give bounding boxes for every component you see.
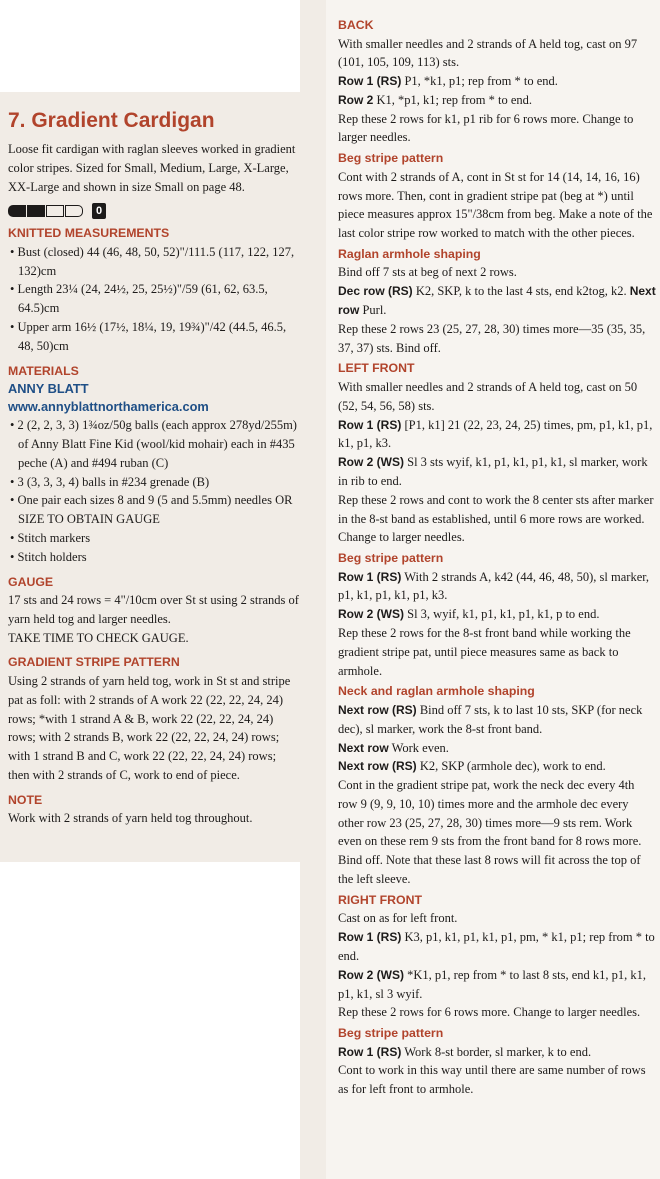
materials-list: [8, 416, 300, 566]
right-front-stripe-row-1: Row 1 (RS) Work 8-st border, sl marker, k to end.: [338, 1044, 592, 1059]
back-rib-repeat: Rep these 2 rows for k1, p1 rib for 6 rows more. Change to larger needles.: [338, 111, 634, 145]
right-front-row-1: Row 1 (RS) K3, p1, k1, p1, k1, p1, pm, * k1, p1; rep from * to end.: [338, 930, 655, 963]
right-front-stripe-continue: Cont to work in this way until there are same number of rows as for left front to armhole.: [338, 1063, 646, 1097]
back-cast-on: With smaller needles and 2 strands of A held tog, cast on 97 (101, 105, 109, 113) sts.: [338, 36, 638, 70]
knitted-measurements-heading: KNITTED MEASUREMENTS: [8, 226, 170, 241]
skill-level-badge: 0: [92, 203, 106, 219]
list-item: • One pair each sizes 8 and 9 (5 and 5.5mm) needles OR SIZE TO OBTAIN GAUGE: [10, 493, 293, 527]
left-front-stripe-heading: Beg stripe pattern: [338, 551, 444, 566]
back-stripe-heading: Beg stripe pattern: [338, 151, 444, 166]
blank-panel-bottom: [0, 862, 300, 1179]
list-item: • Stitch markers: [10, 530, 91, 545]
neck-continue: Cont in the gradient stripe pat, work the neck dec every 4th row 9 (9, 9, 10, 10) times more and the armhole dec every other row 23 (25, 27, 28, 30) times more—9 sts rem. Work even on these rem 9 sts from the front band for 8 rows more. Bind off. Note that these last 8 rows will fit across the top of the left sleeve.: [338, 778, 642, 887]
list-item: • Length 23¼ (24, 24½, 25, 25½)"/59 (61, 62, 63.5, 64.5)cm: [10, 282, 268, 316]
pattern-title: 7. Gradient Cardigan: [8, 109, 215, 132]
gauge-note: TAKE TIME TO CHECK GAUGE.: [8, 630, 189, 645]
list-item: • Upper arm 16½ (17½, 18¼, 19, 19¾)"/42 (44.5, 46.5, 48, 50)cm: [10, 320, 287, 353]
left-front-row-2: Row 2 (WS) Sl 3 sts wyif, k1, p1, k1, p1, k1, sl marker, work in rib to end.: [338, 455, 648, 488]
list-item: • Stitch holders: [10, 549, 87, 564]
neck-next-row-3: Next row (RS) K2, SKP (armhole dec), work to end.: [338, 759, 606, 774]
skill-segment-filled: [8, 205, 26, 217]
skill-segment-empty: [46, 205, 64, 217]
right-column: [338, 14, 656, 1099]
blank-panel-top: [0, 0, 300, 92]
back-row-2: Row 2 K1, *p1, k1; rep from * to end.: [338, 92, 532, 107]
left-front-stripe-repeat: Rep these 2 rows for the 8-st front band while working the gradient stripe pat, until piece measures same as back to armhole.: [338, 626, 631, 678]
raglan-repeat: Rep these 2 rows 23 (25, 27, 28, 30) times more—35 (35, 35, 37, 37) sts. Bind off.: [338, 321, 646, 355]
gauge-text: 17 sts and 24 rows = 4"/10cm over St st using 2 strands of yarn held tog and larger needles.: [8, 593, 299, 626]
neck-next-row-1: Next row (RS) Bind off 7 sts, k to last 10 sts, SKP (for neck dec), sl marker, work the 8-st front band.: [338, 702, 643, 736]
neck-next-row-2: Next row Work even.: [338, 740, 449, 755]
skill-level-indicator: [8, 200, 300, 222]
gradient-stripe-heading: GRADIENT STRIPE PATTERN: [8, 655, 180, 670]
left-front-stripe-row-2: Row 2 (WS) Sl 3, wyif, k1, p1, k1, p1, k1, p to end.: [338, 607, 600, 622]
left-front-stripe-row-1: Row 1 (RS) With 2 strands A, k42 (44, 46, 48, 50), sl marker, p1, k1, p1, k1, p1, k3.: [338, 569, 650, 603]
right-front-heading: RIGHT FRONT: [338, 892, 423, 907]
left-column: [8, 108, 300, 828]
pattern-intro: Loose fit cardigan with raglan sleeves worked in gradient color stripes. Sized for Small, Medium, Large, X-Large, XX-Large and shown in size Small on page 48.: [8, 142, 296, 194]
skill-segment-empty: [65, 205, 83, 217]
raglan-bind-off: Bind off 7 sts at beg of next 2 rows.: [338, 265, 517, 280]
raglan-dec-row: Dec row (RS) K2, SKP, k to the last 4 sts, end k2tog, k2. Next row Purl.: [338, 284, 656, 318]
note-heading: NOTE: [8, 792, 43, 807]
gauge-heading: GAUGE: [8, 574, 54, 589]
note-text: Work with 2 strands of yarn held tog throughout.: [8, 811, 253, 826]
brand-name: ANNY BLATT: [8, 381, 89, 397]
back-stripe-text: Cont with 2 strands of A, cont in St st for 14 (14, 14, 16, 16) rows more. Then, cont in gradient stripe pat (beg at *) until piece measures approx 15"/38cm from beg. Make a note of the last color stripe row worked to match with the other pieces.: [338, 169, 653, 241]
left-front-cast-on: With smaller needles and 2 strands of A held tog, cast on 50 (52, 54, 56, 58) sts.: [338, 379, 638, 413]
list-item: • Bust (closed) 44 (46, 48, 50, 52)"/111.5 (117, 122, 127, 132)cm: [10, 244, 295, 278]
brand-url: www.annyblattnorthamerica.com: [8, 399, 209, 415]
right-front-stripe-heading: Beg stripe pattern: [338, 1026, 444, 1041]
right-front-row-2: Row 2 (WS) *K1, p1, rep from * to last 8 sts, end k1, p1, k1, p1, k1, sl 3 wyif.: [338, 967, 646, 1001]
right-front-cast-on: Cast on as for left front.: [338, 911, 458, 926]
measurements-list: [8, 243, 300, 356]
skill-segment-filled: [27, 205, 45, 217]
neck-heading: Neck and raglan armhole shaping: [338, 684, 535, 699]
right-front-repeat: Rep these 2 rows for 6 rows more. Change to larger needles.: [338, 1005, 641, 1020]
gradient-stripe-text: Using 2 strands of yarn held tog, work in St st and stripe pat as foll: with 2 strands of A work 22 (22, 22, 24, 24) rows; *with 1 strand A & B, work 22 (22, 22, 24, 24) rows; with 2 strands B, work 22 (22, 22, 24, 24) rows; with 1 strand B and C, work 22 (22, 22, 24, 24) rows; then with 2 strands of C, work to end of piece.: [8, 673, 291, 782]
back-heading: BACK: [338, 18, 374, 32]
back-row-1: Row 1 (RS) P1, *k1, p1; rep from * to end.: [338, 74, 558, 89]
left-front-heading: LEFT FRONT: [338, 361, 415, 376]
list-item: • 2 (2, 2, 3, 3) 1¾oz/50g balls (each approx 278yd/255m) of Anny Blatt Fine Kid (wool/kid mohair) each in #435 peche (A) and #494 ruban (C): [10, 418, 297, 470]
raglan-heading: Raglan armhole shaping: [338, 246, 481, 261]
list-item: • 3 (3, 3, 3, 4) balls in #234 grenade (B): [10, 474, 210, 489]
materials-heading: MATERIALS: [8, 363, 79, 378]
left-front-repeat: Rep these 2 rows and cont to work the 8 center sts after marker in the 8-st band as established, until 6 more rows are worked. Change to larger needles.: [338, 492, 654, 545]
left-front-row-1: Row 1 (RS) [P1, k1] 21 (22, 23, 24, 25) times, pm, p1, k1, p1, k1, p1, k3.: [338, 417, 653, 451]
